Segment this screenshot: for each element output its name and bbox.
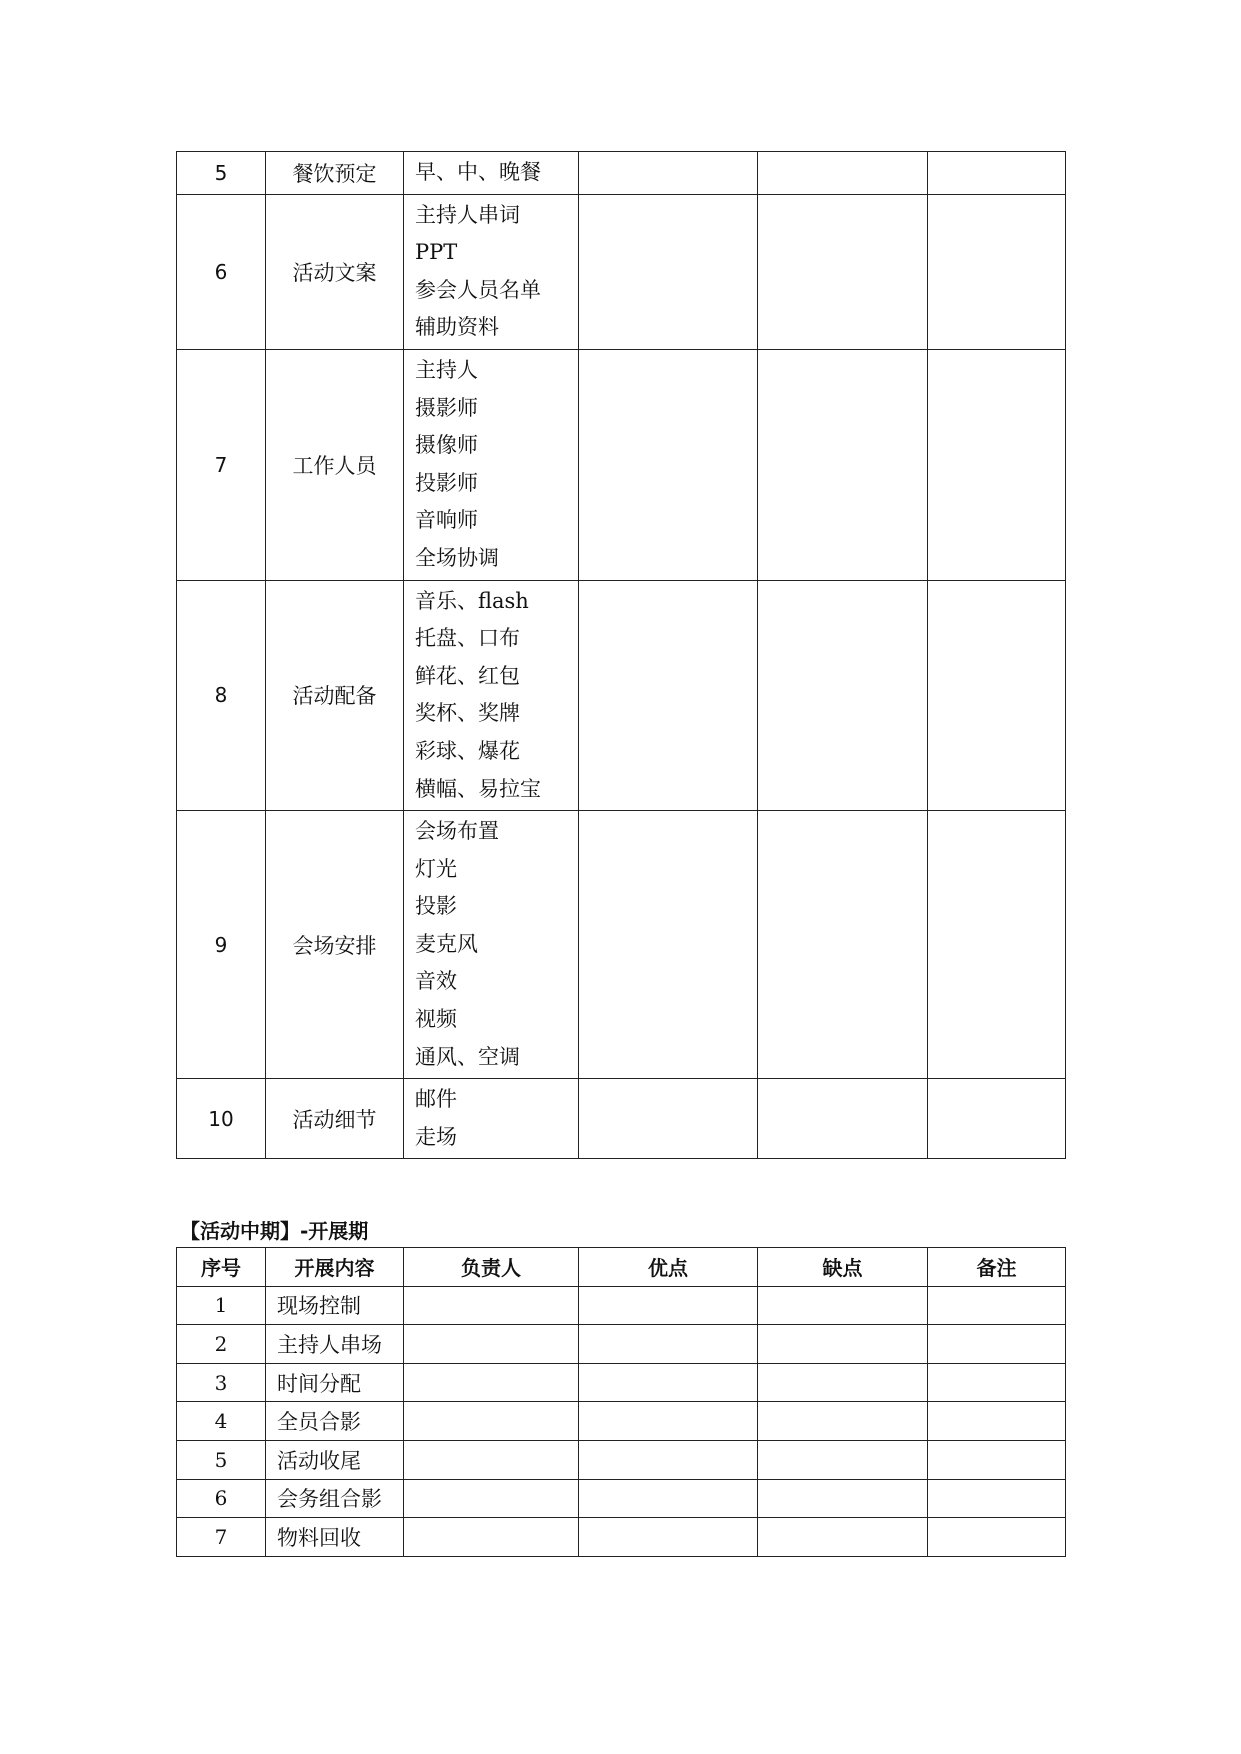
cell-notes: [928, 1402, 1066, 1441]
cell-strengths: [579, 1518, 758, 1557]
cell-owner: [579, 194, 758, 349]
cell-notes: [928, 1518, 1066, 1557]
item-line: 全场协调: [415, 545, 499, 570]
cell-weaknesses: [758, 1518, 928, 1557]
cell-owner: [404, 1402, 579, 1441]
cell-weaknesses: [758, 1363, 928, 1402]
item-line: 早、中、晚餐: [415, 160, 541, 184]
row-content: 全员合影: [266, 1402, 404, 1441]
row-items: [404, 580, 579, 811]
row-number: 7: [177, 1518, 266, 1557]
mid-phase-table-body: [177, 1286, 1066, 1556]
row-content: 时间分配: [266, 1363, 404, 1402]
cell-owner: [404, 1325, 579, 1364]
row-items: [404, 152, 579, 195]
item-line: 托盘、口布: [415, 626, 520, 651]
header-no: 序号: [177, 1248, 266, 1287]
row-number: 4: [177, 1402, 266, 1441]
row-category: 会场安排: [266, 811, 404, 1079]
row-number: 1: [177, 1286, 266, 1325]
cell-owner: [404, 1479, 579, 1518]
cell-notes: [928, 1325, 1066, 1364]
cell-weaknesses: [758, 1479, 928, 1518]
header-content: 开展内容: [266, 1248, 404, 1287]
cell-strengths: [758, 194, 928, 349]
cell-owner: [404, 1440, 579, 1479]
header-notes: 备注: [928, 1248, 1066, 1287]
cell-notes: [928, 194, 1066, 349]
cell-owner: [579, 152, 758, 195]
table-row: [177, 152, 1066, 195]
cell-strengths: [579, 1286, 758, 1325]
cell-owner: [579, 580, 758, 811]
item-line: 摄像师: [415, 433, 478, 458]
cell-notes: [928, 1286, 1066, 1325]
header-weaknesses: 缺点: [758, 1248, 928, 1287]
cell-notes: [928, 152, 1066, 195]
cell-strengths: [758, 152, 928, 195]
row-items: [404, 194, 579, 349]
row-items: [404, 1079, 579, 1159]
mid-phase-table: [176, 1247, 1066, 1557]
item-line: 麦克风: [415, 931, 478, 956]
row-number: 5: [177, 1440, 266, 1479]
item-line: 主持人串词: [415, 202, 520, 227]
row-number: 6: [177, 1479, 266, 1518]
item-line: 摄影师: [415, 395, 478, 420]
cell-notes: [928, 580, 1066, 811]
table-row: [177, 349, 1066, 580]
row-category: 工作人员: [266, 349, 404, 580]
cell-weaknesses: [758, 1402, 928, 1441]
row-category: 餐饮预定: [266, 152, 404, 195]
table-row: [177, 811, 1066, 1079]
cell-owner: [579, 349, 758, 580]
item-line: 走场: [415, 1124, 457, 1149]
table-header-row: [177, 1248, 1066, 1287]
cell-strengths: [579, 1402, 758, 1441]
cell-notes: [928, 1363, 1066, 1402]
table-row: [177, 1440, 1066, 1479]
item-line: 横幅、易拉宝: [415, 776, 541, 801]
cell-strengths: [579, 1440, 758, 1479]
cell-owner: [404, 1518, 579, 1557]
row-content: 会务组合影: [266, 1479, 404, 1518]
item-line: PPT: [415, 240, 458, 265]
cell-owner: [404, 1363, 579, 1402]
row-category: 活动文案: [266, 194, 404, 349]
cell-strengths: [579, 1363, 758, 1402]
header-owner: 负责人: [404, 1248, 579, 1287]
cell-strengths: [758, 811, 928, 1079]
row-content: 现场控制: [266, 1286, 404, 1325]
row-content: 主持人串场: [266, 1325, 404, 1364]
cell-strengths: [579, 1479, 758, 1518]
item-line: 参会人员名单: [415, 277, 541, 302]
row-category: 活动配备: [266, 580, 404, 811]
item-line: 音响师: [415, 508, 478, 533]
item-line: 邮件: [415, 1087, 457, 1112]
row-content: 物料回收: [266, 1518, 404, 1557]
cell-notes: [928, 811, 1066, 1079]
preparation-table: [176, 151, 1066, 1159]
row-items: [404, 811, 579, 1079]
item-line: 会场布置: [415, 819, 499, 844]
table-row: [177, 1518, 1066, 1557]
cell-owner: [404, 1286, 579, 1325]
table-row: [177, 1325, 1066, 1364]
cell-notes: [928, 1479, 1066, 1518]
table-row: [177, 1363, 1066, 1402]
cell-weaknesses: [758, 1325, 928, 1364]
cell-strengths: [758, 580, 928, 811]
row-number: 9: [177, 811, 266, 1079]
cell-owner: [579, 811, 758, 1079]
table-row: [177, 1079, 1066, 1159]
cell-notes: [928, 349, 1066, 580]
item-line: 投影师: [415, 470, 478, 495]
item-line: 鲜花、红包: [415, 663, 520, 688]
row-number: 7: [177, 349, 266, 580]
item-line: 视频: [415, 1007, 457, 1032]
row-number: 6: [177, 194, 266, 349]
item-line: 辅助资料: [415, 315, 499, 340]
row-number: 3: [177, 1363, 266, 1402]
cell-strengths: [758, 1079, 928, 1159]
table-row: [177, 580, 1066, 811]
row-category: 活动细节: [266, 1079, 404, 1159]
item-line: 彩球、爆花: [415, 738, 520, 763]
row-number: 8: [177, 580, 266, 811]
header-strengths: 优点: [579, 1248, 758, 1287]
row-number: 5: [177, 152, 266, 195]
item-line: 音效: [415, 969, 457, 994]
table-row: [177, 1286, 1066, 1325]
item-line: 音乐、flash: [415, 588, 529, 613]
item-line: 通风、空调: [415, 1044, 520, 1069]
section-title-mid-phase: 【活动中期】-开展期: [180, 1219, 369, 1243]
row-number: 2: [177, 1325, 266, 1364]
row-content: 活动收尾: [266, 1440, 404, 1479]
table-row: [177, 194, 1066, 349]
row-number: 10: [177, 1079, 266, 1159]
cell-weaknesses: [758, 1286, 928, 1325]
table-row: [177, 1479, 1066, 1518]
item-line: 灯光: [415, 856, 457, 881]
table-row: [177, 1402, 1066, 1441]
cell-strengths: [579, 1325, 758, 1364]
item-line: 奖杯、奖牌: [415, 701, 520, 726]
item-line: 投影: [415, 894, 457, 919]
row-items: [404, 349, 579, 580]
cell-strengths: [758, 349, 928, 580]
cell-weaknesses: [758, 1440, 928, 1479]
cell-notes: [928, 1079, 1066, 1159]
item-line: 主持人: [415, 357, 478, 382]
cell-notes: [928, 1440, 1066, 1479]
preparation-table-body: [177, 152, 1066, 1159]
cell-owner: [579, 1079, 758, 1159]
